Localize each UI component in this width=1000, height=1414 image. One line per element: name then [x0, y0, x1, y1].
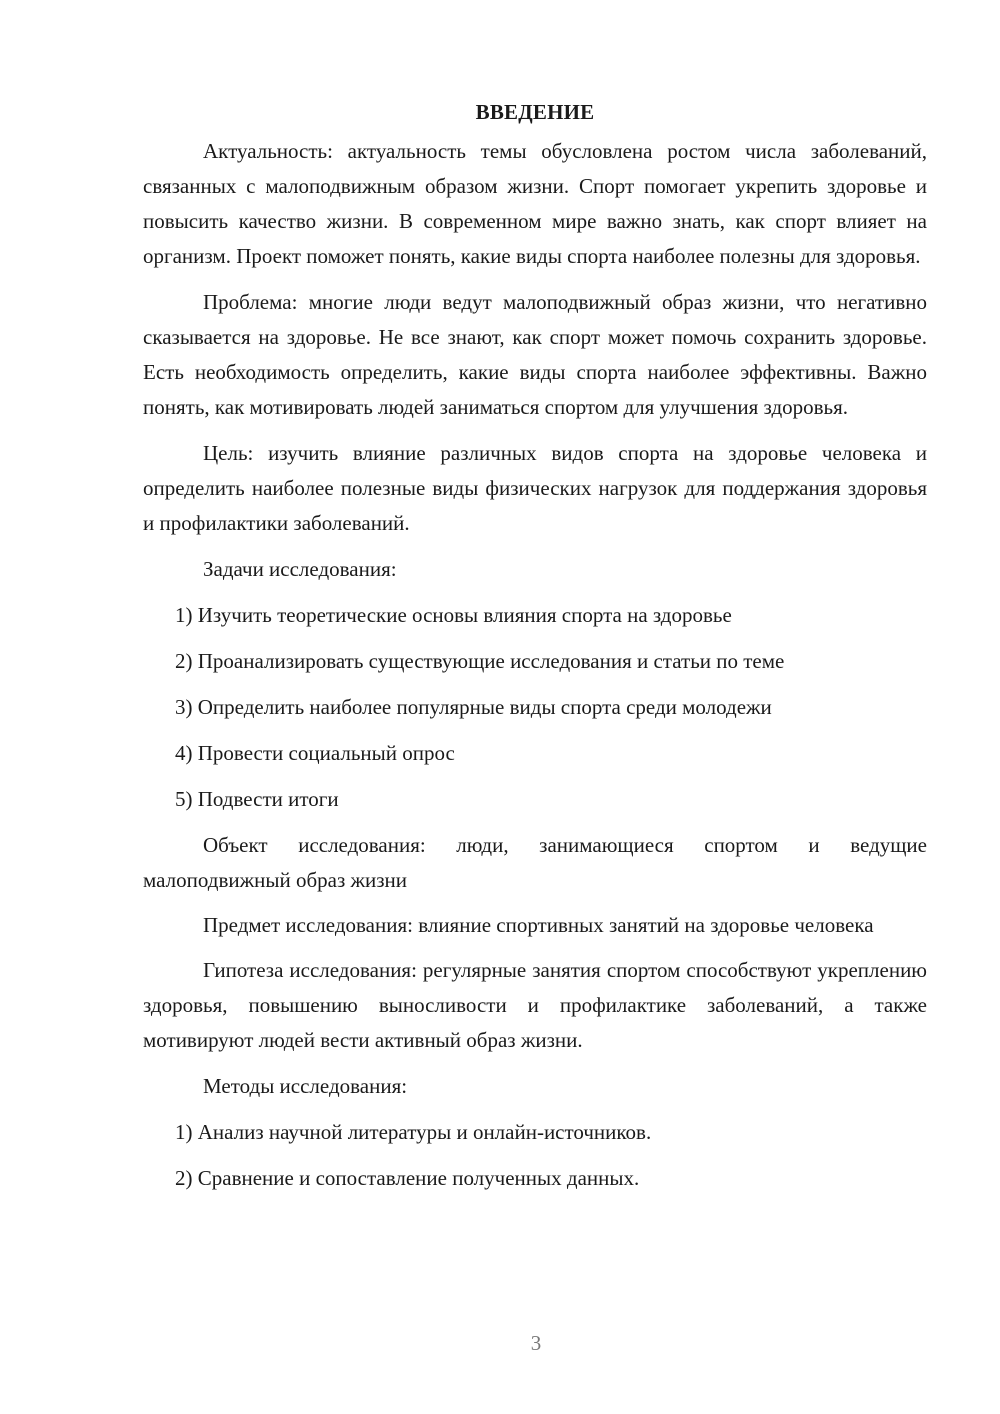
task-item: 1) Изучить теоретические основы влияния спорта на здоровье [175, 603, 732, 627]
method-item: 1) Анализ научной литературы и онлайн-источников. [175, 1120, 652, 1144]
tasks-heading: Задачи исследования: [203, 557, 397, 581]
methods-list [143, 1115, 927, 1196]
goal-paragraph: Цель: изучить влияние различных видов спорта на здоровье человека и определить наиболее полезные виды физических нагрузок для поддержания здоровья и профилактики заболеваний. [143, 441, 927, 535]
tasks-list [143, 598, 927, 817]
task-item: 3) Определить наиболее популярные виды спорта среди молодежи [175, 695, 772, 719]
hypothesis-paragraph: Гипотеза исследования: регулярные занятия спортом способствуют укреплению здоровья, повышению выносливости и профилактике заболеваний, а также мотивируют людей вести активный образ жизни. [143, 958, 927, 1052]
object-paragraph: Объект исследования: люди, занимающиеся спортом и ведущие малоподвижный образ жизни [143, 833, 927, 892]
task-item: 4) Провести социальный опрос [175, 741, 455, 765]
methods-heading: Методы исследования: [203, 1074, 408, 1098]
page-title: ВВЕДЕНИЕ [475, 100, 595, 124]
subject-paragraph: Предмет исследования: влияние спортивных занятий на здоровье человека [203, 913, 874, 937]
problem-paragraph: Проблема: многие люди ведут малоподвижный образ жизни, что негативно сказывается на здоровье. Не все знают, как спорт может помочь сохранить здоровье. Есть необходимость определить, какие виды спорта наиболее эффективны. Важно понять, как мотивировать людей заниматься спортом для улучшения здоровья. [143, 290, 927, 419]
page-content [143, 96, 927, 1207]
relevance-paragraph: Актуальность: актуальность темы обусловлена ростом числа заболеваний, связанных с малоподвижным образом жизни. Спорт помогает укрепить здоровье и повысить качество жизни. В современном мире важно знать, как спорт влияет на организм. Проект поможет понять, какие виды спорта наиболее полезны для здоровья. [143, 139, 927, 268]
task-item: 5) Подвести итоги [175, 787, 339, 811]
task-item: 2) Проанализировать существующие исследования и статьи по теме [175, 649, 785, 673]
page-number: 3 [530, 1331, 542, 1355]
method-item: 2) Сравнение и сопоставление полученных данных. [175, 1166, 640, 1190]
